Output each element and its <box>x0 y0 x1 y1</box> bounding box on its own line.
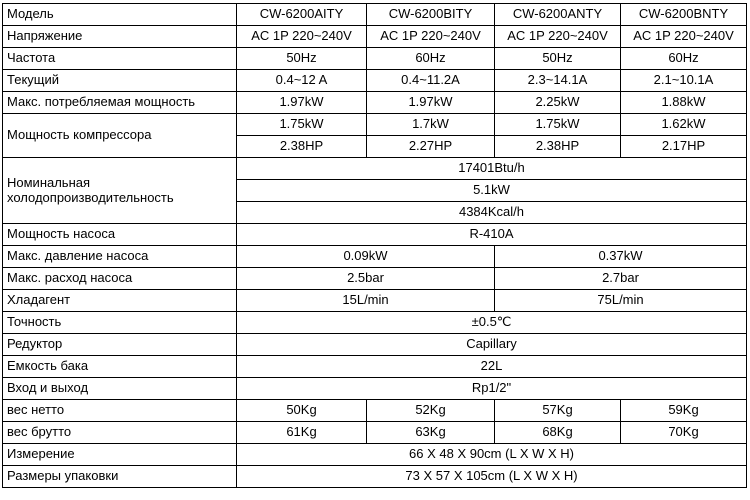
row-label: Редуктор <box>3 334 237 356</box>
value-cell: 75L/min <box>495 290 747 312</box>
value-cell: 52Kg <box>367 400 495 422</box>
row-pump-flow <box>3 268 747 290</box>
value-cell: R-410A <box>237 224 747 246</box>
row-label: вес брутто <box>3 422 237 444</box>
row-label: Макс. расход насоса <box>3 268 237 290</box>
value-cell: 2.5bar <box>237 268 495 290</box>
value-cell: 1.7kW <box>367 114 495 136</box>
row-pump-power <box>3 224 747 246</box>
value-cell: 2.27HP <box>367 136 495 158</box>
value-cell: 50Hz <box>237 48 367 70</box>
row-inlet-outlet <box>3 378 747 400</box>
value-cell: 61Kg <box>237 422 367 444</box>
value-cell: AC 1P 220~240V <box>495 26 621 48</box>
value-cell: 2.7bar <box>495 268 747 290</box>
row-gross-weight <box>3 422 747 444</box>
value-cell: 50Kg <box>237 400 367 422</box>
value-cell: 2.3~14.1A <box>495 70 621 92</box>
row-tank <box>3 356 747 378</box>
value-cell: Capillary <box>237 334 747 356</box>
value-cell: 22L <box>237 356 747 378</box>
model-cell: CW-6200BNTY <box>621 4 747 26</box>
row-precision <box>3 312 747 334</box>
value-cell: 1.97kW <box>237 92 367 114</box>
value-cell: AC 1P 220~240V <box>237 26 367 48</box>
value-cell: 1.75kW <box>237 114 367 136</box>
spec-table <box>2 3 747 488</box>
value-cell: 50Hz <box>495 48 621 70</box>
row-refrigerant <box>3 290 747 312</box>
value-cell: 0.37kW <box>495 246 747 268</box>
row-label: Напряжение <box>3 26 237 48</box>
row-compressor-kw <box>3 114 747 136</box>
value-cell: AC 1P 220~240V <box>367 26 495 48</box>
value-cell: 1.97kW <box>367 92 495 114</box>
value-cell: 57Kg <box>495 400 621 422</box>
value-cell: 1.62kW <box>621 114 747 136</box>
value-cell: 73 X 57 X 105cm (L X W X H) <box>237 466 747 488</box>
value-cell: 59Kg <box>621 400 747 422</box>
row-pump-pressure <box>3 246 747 268</box>
row-reducer <box>3 334 747 356</box>
row-net-weight <box>3 400 747 422</box>
value-cell: 2.1~10.1A <box>621 70 747 92</box>
row-label: Номинальная холодопроизводительность <box>3 158 237 224</box>
value-cell: 17401Btu/h <box>237 158 747 180</box>
value-cell: 2.38HP <box>495 136 621 158</box>
row-voltage <box>3 26 747 48</box>
value-cell: 5.1kW <box>237 180 747 202</box>
row-label: Емкость бака <box>3 356 237 378</box>
row-label: Измерение <box>3 444 237 466</box>
row-model <box>3 4 747 26</box>
value-cell: 1.75kW <box>495 114 621 136</box>
value-cell: 66 X 48 X 90cm (L X W X H) <box>237 444 747 466</box>
value-cell: 63Kg <box>367 422 495 444</box>
value-cell: ±0.5℃ <box>237 312 747 334</box>
row-frequency <box>3 48 747 70</box>
row-label: Модель <box>3 4 237 26</box>
value-cell: 2.25kW <box>495 92 621 114</box>
row-label: Мощность компрессора <box>3 114 237 158</box>
value-cell: Rp1/2" <box>237 378 747 400</box>
row-package <box>3 466 747 488</box>
value-cell: 2.38HP <box>237 136 367 158</box>
row-current <box>3 70 747 92</box>
model-cell: CW-6200BITY <box>367 4 495 26</box>
value-cell: 2.17HP <box>621 136 747 158</box>
value-cell: 70Kg <box>621 422 747 444</box>
row-label: Хладагент <box>3 290 237 312</box>
row-label: Текущий <box>3 70 237 92</box>
row-label: Частота <box>3 48 237 70</box>
value-cell: AC 1P 220~240V <box>621 26 747 48</box>
value-cell: 0.4~12 A <box>237 70 367 92</box>
row-label: Мощность насоса <box>3 224 237 246</box>
value-cell: 60Hz <box>621 48 747 70</box>
model-cell: CW-6200ANTY <box>495 4 621 26</box>
row-label: Размеры упаковки <box>3 466 237 488</box>
row-max-power <box>3 92 747 114</box>
row-cooling-btu <box>3 158 747 180</box>
row-label: Точность <box>3 312 237 334</box>
value-cell: 1.88kW <box>621 92 747 114</box>
value-cell: 60Hz <box>367 48 495 70</box>
row-label: вес нетто <box>3 400 237 422</box>
row-dimension <box>3 444 747 466</box>
row-label: Макс. давление насоса <box>3 246 237 268</box>
row-label: Макс. потребляемая мощность <box>3 92 237 114</box>
value-cell: 0.09kW <box>237 246 495 268</box>
value-cell: 15L/min <box>237 290 495 312</box>
value-cell: 68Kg <box>495 422 621 444</box>
row-label: Вход и выход <box>3 378 237 400</box>
value-cell: 0.4~11.2A <box>367 70 495 92</box>
model-cell: CW-6200AITY <box>237 4 367 26</box>
value-cell: 4384Kcal/h <box>237 202 747 224</box>
